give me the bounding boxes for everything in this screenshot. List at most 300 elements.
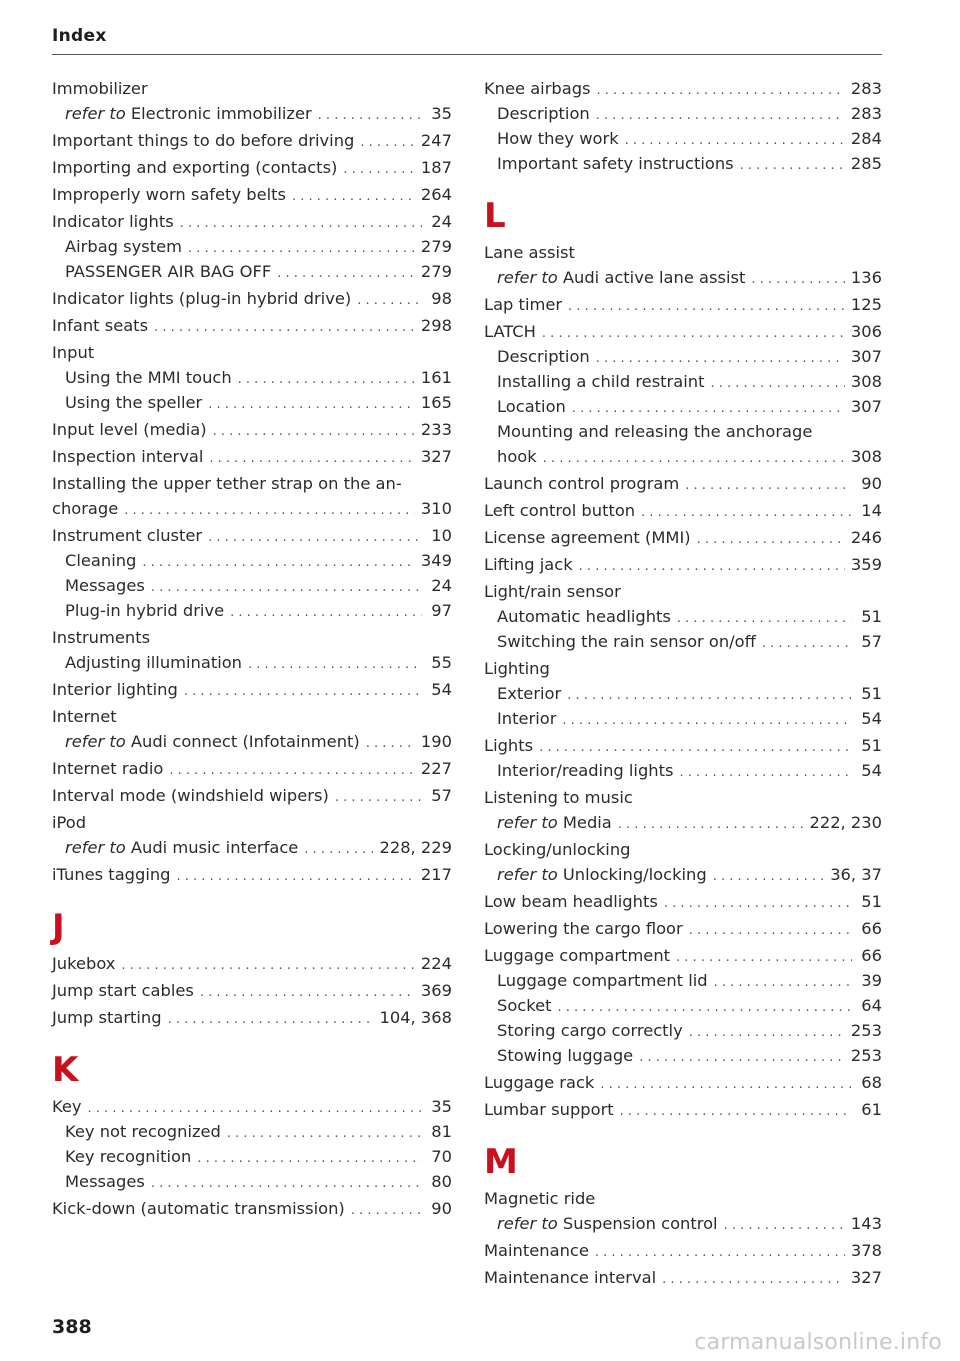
entry-text [52,625,150,650]
entry-label: Plug-in hybrid drive [65,601,225,620]
index-entry [52,313,452,338]
entry-text [52,951,115,976]
entry-label: Airbag system [65,237,183,256]
index-entry [484,916,882,941]
index-subentry [484,681,882,706]
index-entry [484,471,882,496]
entry-text [52,1005,162,1030]
page-reference: 104, 368 [379,1008,452,1027]
entry-text [52,523,202,548]
entry-text [65,548,136,573]
section-letter: J [52,907,65,947]
dot-leader [697,527,845,552]
page-header [52,26,882,55]
page-reference: 187 [420,158,452,177]
entry-text [497,126,619,151]
entry-label: Description [497,104,590,123]
dot-leader [677,606,852,631]
entry-label: Adjusting illumination [65,653,243,672]
entry-text [65,650,242,675]
entry-text [65,101,312,126]
entry-text [52,209,174,234]
dot-leader [596,346,845,371]
page-reference: 264 [420,185,452,204]
watermark-text: carmanualsonline.info [694,1330,942,1355]
dot-leader [169,758,415,783]
entry-label: Lane assist [484,243,575,262]
entry-text [497,265,745,290]
index-entry [52,444,452,469]
index-subentry [52,1119,452,1144]
index-subentry [52,390,452,415]
entry-text [484,785,633,810]
entry-text [52,704,117,729]
entry-text [497,151,734,176]
index-entry [52,810,452,835]
entry-text [497,758,673,783]
index-subentry [484,369,882,394]
page-reference: 253 [850,1021,882,1040]
index-entry [52,677,452,702]
entry-text [484,1186,595,1211]
index-subentry [484,101,882,126]
dot-leader [597,78,845,103]
dot-leader [762,631,852,656]
index-subentry [484,344,882,369]
page-reference: 57 [861,632,882,651]
entry-text [497,862,707,887]
entry-label: Light/rain sensor [484,582,621,601]
index-entry [484,498,882,523]
entry-text [484,837,630,862]
entry-label: Internet radio [52,759,164,778]
dot-leader [230,600,422,625]
page-reference: 97 [431,601,452,620]
entry-label: Maintenance [484,1241,589,1260]
dot-leader [676,945,852,970]
entry-label: Suspension control [562,1214,718,1233]
entry-label: Locking/unlocking [484,840,631,859]
index-subentry [484,810,882,835]
entry-text [52,783,329,808]
page-reference: 35 [431,1097,452,1116]
dot-leader [724,1213,845,1238]
entry-label: Indicator lights (plug-in hybrid drive) [52,289,352,308]
dot-leader [639,1045,845,1070]
entry-label: Input level (media) [52,420,207,439]
page-reference: 308 [850,372,882,391]
index-subentry [52,729,452,754]
dot-leader [168,1007,374,1032]
entry-text [484,943,670,968]
entry-text [52,286,351,311]
page-reference: 55 [431,653,452,672]
entry-label: iPod [52,813,87,832]
index-entry [52,951,452,976]
page-reference: 283 [850,104,882,123]
entry-label: Instruments [52,628,151,647]
entry-text [65,729,360,754]
entry-text [497,1018,683,1043]
index-entry [52,128,452,153]
entry-text [65,234,182,259]
index-subentry [484,993,882,1018]
entry-label: Lifting jack [484,555,573,574]
index-entry [484,1097,882,1122]
page-reference: 246 [850,528,882,547]
entry-label: chorage [52,499,119,518]
entry-text [484,498,635,523]
entry-label: Electronic immobilizer [130,104,312,123]
entry-text [52,417,207,442]
index-column-left [52,76,452,1221]
page-reference: 190 [420,732,452,751]
entry-label: Unlocking/locking [562,865,707,884]
entry-label: Storing cargo correctly [497,1021,683,1040]
entry-label: Installing the upper tether strap on the an- [52,474,402,493]
page-reference: 39 [861,971,882,990]
page-number: 388 [52,1316,92,1338]
page-reference: 285 [850,154,882,173]
index-entry [52,286,452,311]
entry-label: Maintenance interval [484,1268,657,1287]
dot-leader [200,980,415,1005]
dot-leader [685,473,852,498]
dot-leader [227,1121,422,1146]
entry-text [484,552,573,577]
entry-text [497,444,537,469]
page-reference: 359 [850,555,882,574]
index-entry [484,785,882,810]
entry-text [65,835,298,860]
page-reference: 61 [861,1100,882,1119]
index-entry [484,733,882,758]
page-reference: 64 [861,996,882,1015]
index-entry [484,319,882,344]
entry-text [497,629,756,654]
dot-leader [357,288,422,313]
dot-leader [539,735,852,760]
dot-leader [154,315,415,340]
page-reference: 136 [850,268,882,287]
entry-label: Magnetic ride [484,1189,596,1208]
section-letter: L [484,196,506,236]
entry-text [497,968,708,993]
dot-leader [151,1171,422,1196]
index-entry [484,552,882,577]
entry-text [52,496,118,521]
index-subentry [52,548,452,573]
dot-leader [208,392,415,417]
page-reference: 165 [420,393,452,412]
dot-leader [713,864,825,889]
index-subentry [484,1043,882,1068]
index-entry [52,1196,452,1221]
index-entry [52,1005,452,1030]
entry-text [497,394,566,419]
entry-label: Important things to do before driving [52,131,355,150]
dot-leader [641,500,852,525]
dot-leader [689,1020,845,1045]
entry-label: Location [497,397,566,416]
dot-leader [277,261,415,286]
page-reference: 247 [420,131,452,150]
index-entry [484,889,882,914]
index-subentry [484,394,882,419]
index-entry [52,209,452,234]
index-entry [52,496,452,521]
header-title: Index [52,26,107,46]
page-reference: 80 [431,1172,452,1191]
entry-label: Kick-down (automatic transmission) [52,1199,345,1218]
index-entry [52,471,452,496]
entry-text [497,369,704,394]
page-reference: 224 [420,954,452,973]
index-entry [52,523,452,548]
dot-leader [543,446,845,471]
page-reference: 369 [420,981,452,1000]
entry-label: Automatic headlights [497,607,671,626]
dot-leader [558,995,853,1020]
index-entry [52,704,452,729]
dot-leader [351,1198,422,1223]
entry-label: Listening to music [484,788,633,807]
entry-label: Jukebox [52,954,116,973]
index-entry [484,525,882,550]
dot-leader [679,760,852,785]
dot-leader [209,446,415,471]
entry-label: Interior lighting [52,680,178,699]
page-reference: 298 [420,316,452,335]
index-subentry [484,1211,882,1236]
dot-leader [238,367,415,392]
index-subentry [52,365,452,390]
entry-text [484,889,658,914]
entry-text [52,862,171,887]
index-entry [52,862,452,887]
dot-leader [620,1099,852,1124]
index-entry [484,1186,882,1211]
entry-text [65,573,145,598]
page-reference: 66 [861,946,882,965]
dot-leader [751,267,845,292]
page-reference: 228, 229 [379,838,452,857]
page-reference: 24 [431,212,452,231]
index-entry [484,943,882,968]
refer-to-label: refer to [497,268,558,287]
entry-text [497,101,590,126]
page-reference: 51 [861,736,882,755]
index-subentry [484,1018,882,1043]
index-entry [484,837,882,862]
dot-leader [304,837,373,862]
page-reference: 253 [850,1046,882,1065]
page-reference: 51 [861,892,882,911]
entry-label: Important safety instructions [497,154,734,173]
refer-to-label: refer to [65,104,126,123]
dot-leader [662,1267,845,1292]
entry-label: Audi music interface [130,838,299,857]
refer-to-label: refer to [497,1214,558,1233]
page-reference: 233 [420,420,452,439]
entry-label: Importing and exporting (contacts) [52,158,338,177]
dot-leader [208,525,422,550]
page-reference: 306 [850,322,882,341]
dot-leader [335,785,422,810]
dot-leader [124,498,415,523]
entry-label: Lumbar support [484,1100,614,1119]
index-subentry [52,835,452,860]
entry-label: Audi connect (Infotainment) [130,732,360,751]
refer-to-label: refer to [65,838,126,857]
entry-label: Key [52,1097,82,1116]
page-reference: 10 [431,526,452,545]
dot-leader [121,953,415,978]
entry-text [484,1097,614,1122]
page-reference: 227 [420,759,452,778]
dot-leader [618,812,804,837]
entry-label: Lowering the cargo floor [484,919,683,938]
entry-text [65,1169,145,1194]
entry-text [65,1144,191,1169]
index-subentry [484,126,882,151]
index-subentry [52,101,452,126]
entry-text [497,1211,718,1236]
page-reference: 161 [420,368,452,387]
entry-text [484,1070,594,1095]
entry-label: Luggage compartment lid [497,971,708,990]
entry-text [484,471,679,496]
entry-label: iTunes tagging [52,865,171,884]
entry-label: Media [562,813,612,832]
page-reference: 284 [850,129,882,148]
index-subentry [484,604,882,629]
entry-label: Stowing luggage [497,1046,634,1065]
page-reference: 310 [420,499,452,518]
page-reference: 307 [850,397,882,416]
page-reference: 327 [420,447,452,466]
dot-leader [248,652,422,677]
entry-text [497,681,561,706]
entry-text [497,1043,633,1068]
page-reference: 54 [431,680,452,699]
entry-text [52,340,94,365]
page-reference: 327 [850,1268,882,1287]
entry-label: Interior/reading lights [497,761,674,780]
index-entry [52,76,452,101]
entry-text [484,733,533,758]
section-letter: M [484,1142,518,1182]
dot-leader [568,294,845,319]
dot-leader [689,918,852,943]
refer-to-label: refer to [497,813,558,832]
entry-text [484,292,562,317]
dot-leader [151,575,422,600]
entry-label: PASSENGER AIR BAG OFF [65,262,272,281]
entry-text [52,471,402,496]
dot-leader [188,236,415,261]
page-reference: 90 [431,1199,452,1218]
index-subentry [52,1169,452,1194]
index-subentry [52,1144,452,1169]
page-reference: 279 [420,237,452,256]
index-subentry [52,650,452,675]
entry-label: Interior [497,709,557,728]
page-reference: 57 [431,786,452,805]
entry-label: Mounting and releasing the anchorage [497,422,813,441]
entry-label: Jump starting [52,1008,162,1027]
index-subentry [52,234,452,259]
index-subentry [484,968,882,993]
entry-label: Internet [52,707,117,726]
index-entry [484,292,882,317]
index-entry [484,76,882,101]
page-reference: 143 [850,1214,882,1233]
dot-leader [567,683,852,708]
entry-text [52,978,194,1003]
index-entry [52,783,452,808]
dot-leader [596,103,845,128]
index-entry [52,978,452,1003]
index-subentry [484,444,882,469]
dot-leader [213,419,415,444]
page-reference: 36, 37 [830,865,882,884]
index-subentry [484,265,882,290]
entry-label: Infant seats [52,316,149,335]
page-reference: 349 [420,551,452,570]
index-subentry [52,573,452,598]
dot-leader [343,157,415,182]
dot-leader [562,708,852,733]
dot-leader [625,128,845,153]
entry-text [65,365,232,390]
entry-text [497,419,812,444]
dot-leader [360,130,415,155]
entry-text [52,444,203,469]
entry-label: Inspection interval [52,447,204,466]
dot-leader [572,396,845,421]
index-entry [52,625,452,650]
dot-leader [142,550,415,575]
entry-text [497,993,552,1018]
entry-text [52,128,354,153]
entry-text [484,1265,656,1290]
index-entry [484,1238,882,1263]
page-reference: 68 [861,1073,882,1092]
dot-leader [197,1146,422,1171]
entry-label: Luggage rack [484,1073,595,1092]
dot-leader [710,371,844,396]
entry-label: Messages [65,1172,145,1191]
entry-label: Launch control program [484,474,680,493]
index-entry [484,1265,882,1290]
entry-text [484,525,691,550]
index-subentry [484,706,882,731]
entry-label: Lap timer [484,295,563,314]
entry-text [484,319,536,344]
entry-label: LATCH [484,322,536,341]
page-reference: 54 [861,709,882,728]
index-entry [52,155,452,180]
entry-text [52,810,86,835]
entry-label: Using the speller [65,393,203,412]
index-entry [52,1094,452,1119]
index-subentry [484,419,882,444]
page-reference: 279 [420,262,452,281]
entry-text [497,706,556,731]
index-column-right [484,76,882,1290]
index-entry [484,240,882,265]
